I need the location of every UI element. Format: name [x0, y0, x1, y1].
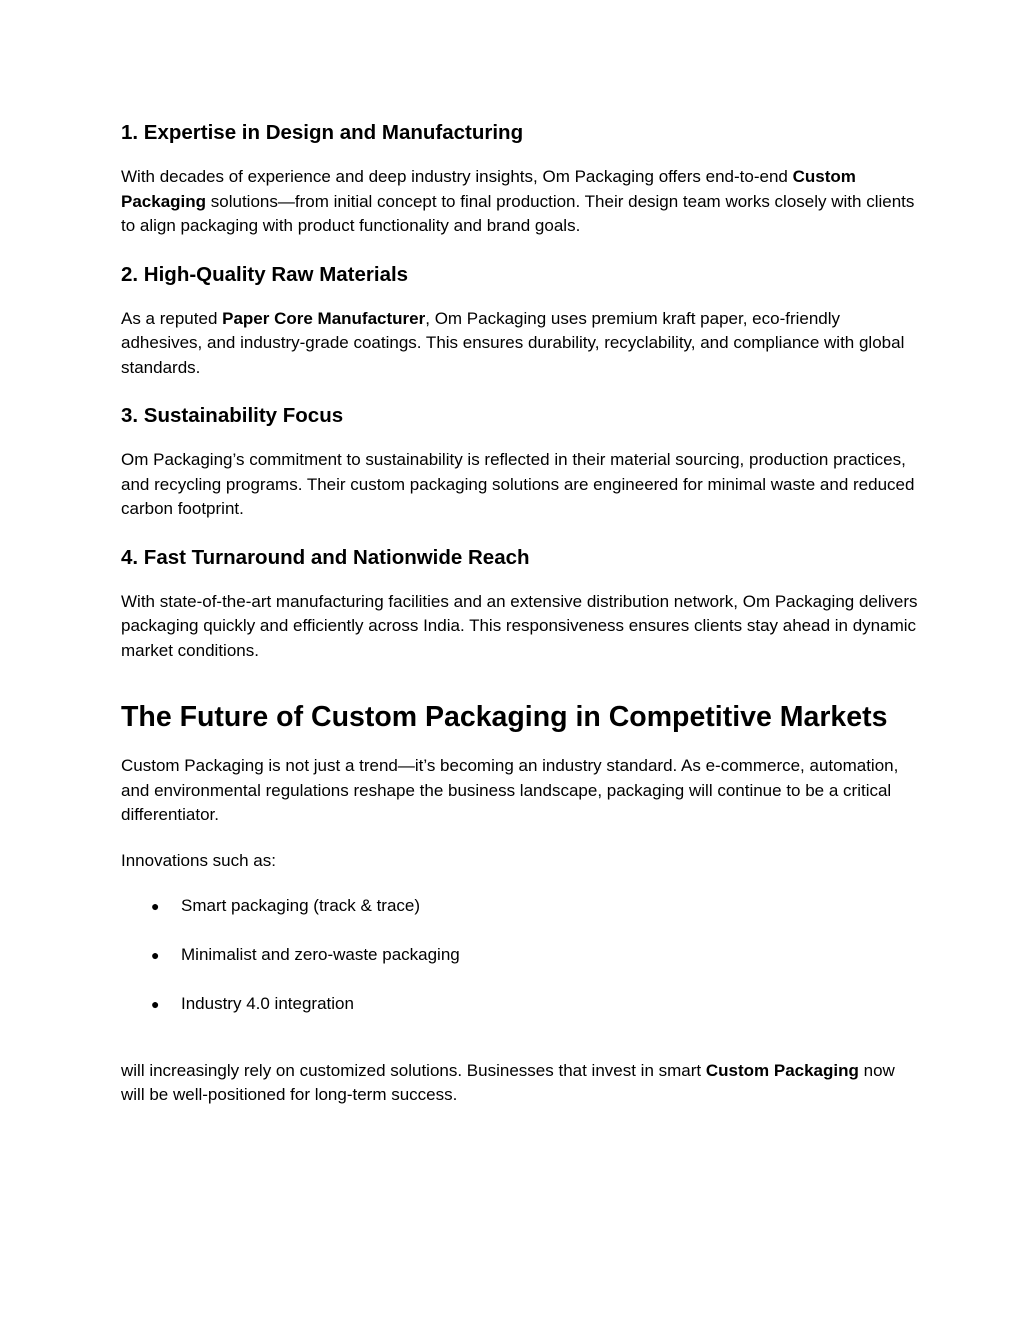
section-3-heading: 3. Sustainability Focus [121, 404, 344, 427]
bold-term: Custom Packaging [121, 167, 856, 211]
closing-paragraph: will increasingly rely on customized solutions. Businesses that invest in smart Custom Packaging now will be well-positioned for long-term success. [121, 1060, 895, 1104]
innovations-list [121, 894, 921, 1017]
future-intro-paragraph: Custom Packaging is not just a trend—it’s becoming an industry standard. As e-commerce, automation, and environmental regulations reshape the business landscape, packaging will continue to be a critical differentiator. [121, 756, 899, 824]
bold-term: Custom Packaging [705, 1060, 859, 1080]
section-3-paragraph: Om Packaging’s commitment to sustainability is reflected in their material sourcing, production practices, and recycling programs. Their custom packaging solutions are engineered for minimal waste and reduced carbon footprint. [121, 450, 915, 518]
list-item: ● Minimalist and zero-waste packaging [121, 943, 921, 968]
future-heading: The Future of Custom Packaging in Competitive Markets [121, 701, 888, 733]
section-2-heading: 2. High-Quality Raw Materials [121, 262, 409, 286]
bullet-icon: ● [151, 947, 160, 963]
section-4-heading: 4. Fast Turnaround and Nationwide Reach [121, 545, 530, 569]
document-content [121, 118, 921, 1129]
bullet-icon: ● [151, 996, 160, 1012]
bullet-icon: ● [151, 898, 160, 914]
section-1-heading: 1. Expertise in Design and Manufacturing [121, 121, 524, 144]
section-4-paragraph: With state-of-the-art manufacturing facilities and an extensive distribution network, Om Packaging delivers packaging quickly and efficiently across India. This responsiveness ensures clients stay ahead in dynamic market conditions. [121, 591, 918, 660]
section-2-paragraph: As a reputed Paper Core Manufacturer, Om Packaging uses premium kraft paper, eco-friendly adhesives, and industry-grade coatings. This ensures durability, recyclability, and compliance with global standards. [121, 308, 905, 377]
section-1-paragraph: With decades of experience and deep industry insights, Om Packaging offers end-to-end Custom Packaging solutions—from initial concept to final production. Their design team works closely with clients to align packaging with product functionality and brand goals. [121, 167, 915, 235]
list-item: ● Smart packaging (track & trace) [121, 894, 921, 919]
innovations-lead: Innovations such as: [121, 850, 276, 870]
list-item: ● Industry 4.0 integration [121, 992, 921, 1017]
bold-term: Paper Core Manufacturer [222, 308, 426, 328]
